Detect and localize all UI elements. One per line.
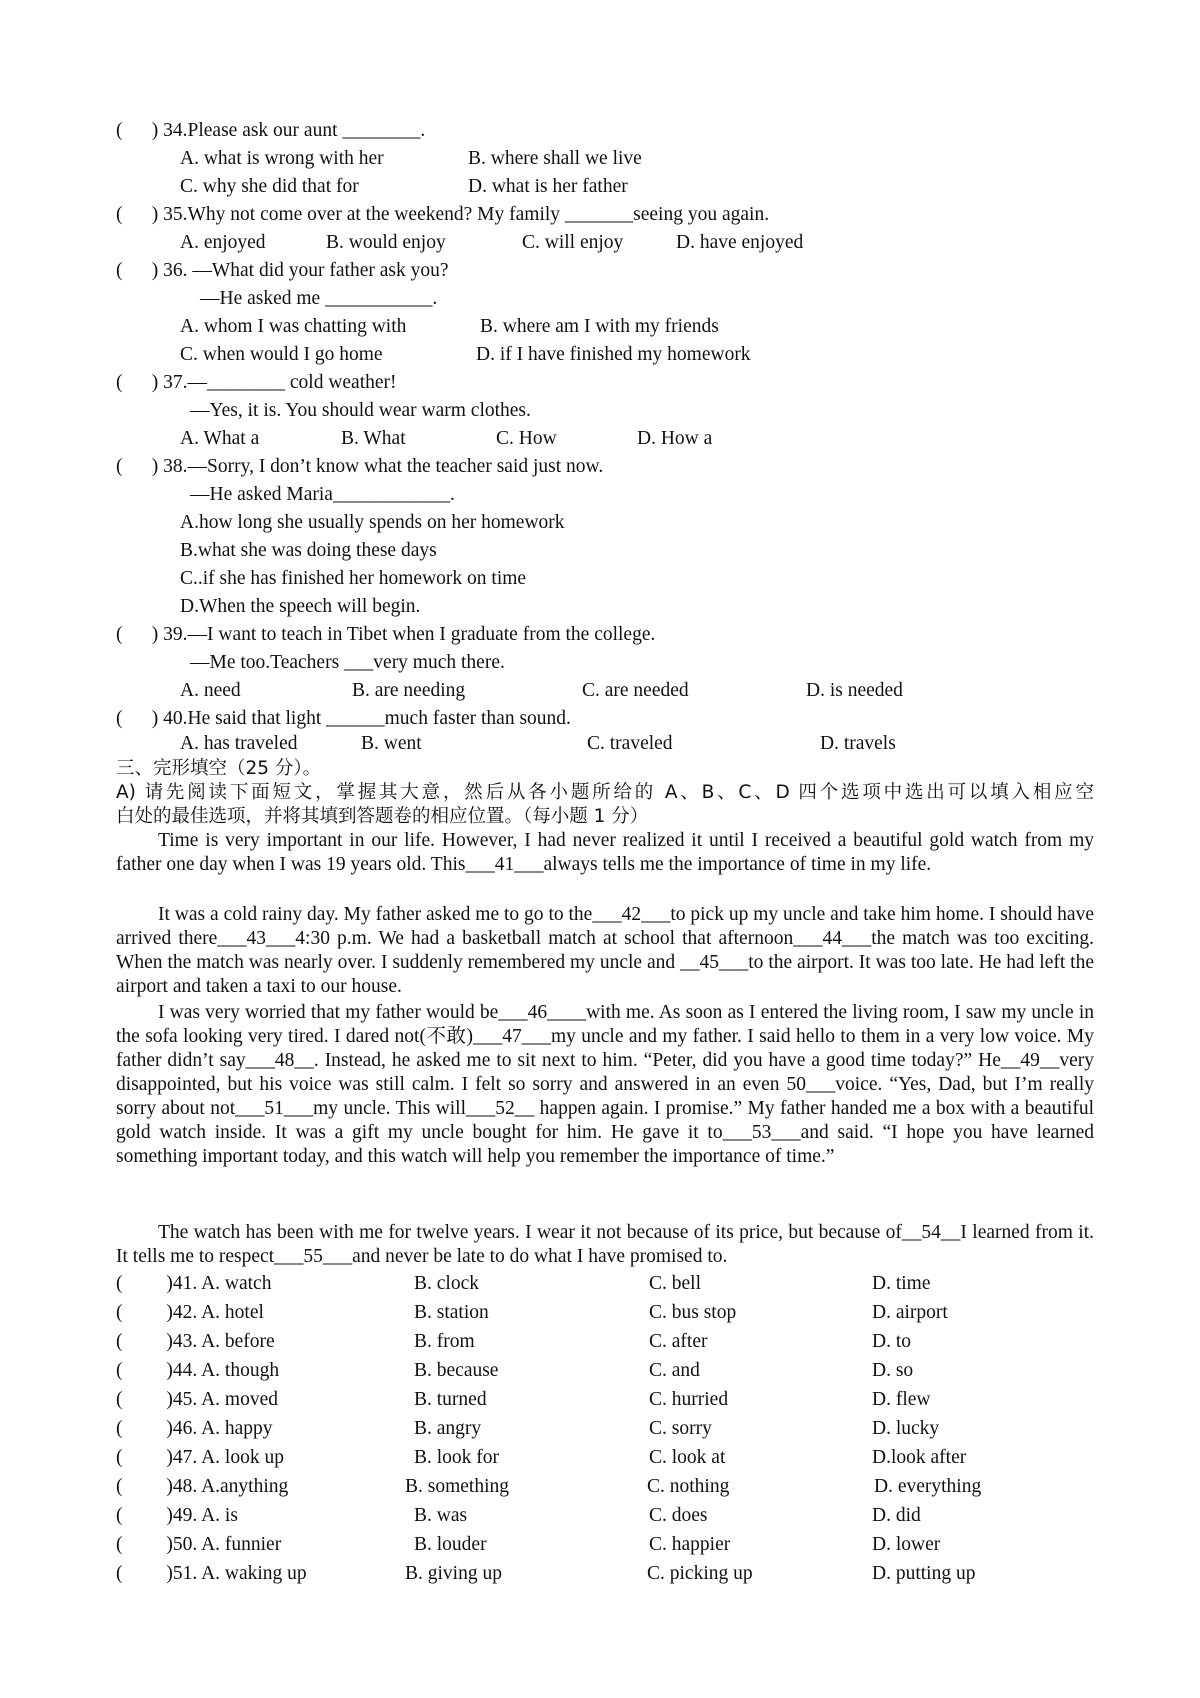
question-34: ( ) 34.Please ask our aunt ________. — [116, 120, 426, 141]
option-d: D. How a — [637, 428, 713, 449]
option-c: C. and — [649, 1360, 700, 1381]
option-b: B. look for — [414, 1447, 500, 1468]
option-c: C..if she has finished her homework on time — [180, 568, 527, 589]
question-number: 37 — [163, 372, 183, 393]
option-d: D.When the speech will begin. — [180, 596, 421, 617]
option-b: B. where am I with my friends — [480, 316, 719, 337]
cloze-question-43: ( )43. A. before — [116, 1331, 275, 1352]
question-stem: He said that light ______much faster than sound. — [187, 708, 571, 729]
option-c: C. will enjoy — [522, 232, 624, 253]
option-b: B. are needing — [352, 680, 466, 701]
cloze-question-44: ( )44. A. though — [116, 1360, 280, 1381]
passage-paragraph-2: It was a cold rainy day. My father asked me to go to the___42___to pick up my uncle and take him home. I should have arrived there___43___4:30 p.m. We had a basketball match at school that afternoon___44___the match was too exciting. When the match was nearly over. I suddenly remembered my uncle and __45___to the airport. It was too late. He had left the airport and taken a taxi to our house. — [116, 904, 1094, 997]
option-c: C. bus stop — [649, 1302, 737, 1323]
cloze-question-51: ( )51. A. waking up — [116, 1563, 307, 1584]
section-instruction: A) 请先阅读下面短文，掌握其大意，然后从各小题所给的 A、B、C、D 四个选项中选出可以填入相应空 — [116, 782, 1094, 803]
question-number: 34 — [163, 120, 183, 141]
question-38: ( ) 38.—Sorry, I don’t know what the teacher said just now. — [116, 456, 604, 477]
question-stem: —I want to teach in Tibet when I graduate from the college. — [187, 624, 656, 645]
option-b: B. louder — [414, 1534, 487, 1555]
option-b: B. because — [414, 1360, 499, 1381]
cloze-question-45: ( )45. A. moved — [116, 1389, 278, 1410]
option-c: C. after — [649, 1331, 708, 1352]
question-stem-2: —Me too.Teachers ___very much there. — [190, 652, 505, 673]
option-d: D. putting up — [872, 1563, 976, 1584]
question-40: ( ) 40.He said that light ______much faster than sound. — [116, 708, 571, 729]
option-c: C. picking up — [647, 1563, 753, 1584]
option-a: A.how long she usually spends on her homework — [180, 512, 565, 533]
question-stem: —________ cold weather! — [187, 372, 397, 393]
question-number: 36 — [163, 260, 183, 281]
option-d: D. airport — [872, 1302, 948, 1323]
cloze-question-42: ( )42. A. hotel — [116, 1302, 264, 1323]
question-stem: Please ask our aunt ________. — [187, 120, 426, 141]
option-c: C. traveled — [587, 733, 673, 754]
question-39: ( ) 39.—I want to teach in Tibet when I graduate from the college. — [116, 624, 656, 645]
option-a: A. need — [180, 680, 241, 701]
option-c: C. bell — [649, 1273, 701, 1294]
cloze-question-46: ( )46. A. happy — [116, 1418, 273, 1439]
option-a: A. whom I was chatting with — [180, 316, 407, 337]
passage-paragraph-4: The watch has been with me for twelve years. I wear it not because of its price, but because of__54__I learned from it. It tells me to respect___55___and never be late to do what I have promised to. — [116, 1222, 1094, 1267]
option-d: D. flew — [872, 1389, 931, 1410]
question-number: 40 — [163, 708, 183, 729]
option-b: B. What — [341, 428, 406, 449]
question-stem-2: —Yes, it is. You should wear warm clothes. — [190, 400, 531, 421]
option-c: C. why she did that for — [180, 176, 359, 197]
option-d: D. lucky — [872, 1418, 940, 1439]
option-d: D. time — [872, 1273, 931, 1294]
option-a: A. What a — [180, 428, 260, 449]
option-d: D. everything — [874, 1476, 982, 1497]
section-instruction-cont: 白处的最佳选项，并将其填到答题卷的相应位置。（每小题 1 分） — [116, 806, 649, 827]
option-c: C. does — [649, 1505, 708, 1526]
option-b: B. clock — [414, 1273, 479, 1294]
option-c: C. sorry — [649, 1418, 712, 1439]
option-d: D. have enjoyed — [676, 232, 804, 253]
option-d: D.look after — [872, 1447, 967, 1468]
option-d: D. is needed — [806, 680, 903, 701]
cloze-question-47: ( )47. A. look up — [116, 1447, 284, 1468]
question-stem: Why not come over at the weekend? My family _______seeing you again. — [187, 204, 770, 225]
option-b: B. was — [414, 1505, 468, 1526]
option-b: B. went — [361, 733, 422, 754]
question-stem-2: —He asked me ___________. — [200, 288, 438, 309]
option-c: C. when would I go home — [180, 344, 383, 365]
question-36: ( ) 36. —What did your father ask you? — [116, 260, 449, 281]
option-a: A. what is wrong with her — [180, 148, 384, 169]
passage-paragraph-1: Time is very important in our life. However, I had never realized it until I received a beautiful gold watch from my father one day when I was 19 years old. This___41___always tells me the importance of time in my life. — [116, 830, 1094, 875]
option-a: A. has traveled — [180, 733, 298, 754]
question-number: 35 — [163, 204, 183, 225]
question-stem: —Sorry, I don’t know what the teacher said just now. — [187, 456, 604, 477]
question-35: ( ) 35.Why not come over at the weekend? My family _______seeing you again. — [116, 204, 770, 225]
option-b: B. would enjoy — [326, 232, 446, 253]
cloze-question-50: ( )50. A. funnier — [116, 1534, 282, 1555]
option-b: B. station — [414, 1302, 489, 1323]
option-c: C. How — [496, 428, 557, 449]
option-b: B. something — [405, 1476, 510, 1497]
question-37: ( ) 37.—________ cold weather! — [116, 372, 397, 393]
question-number: 39 — [163, 624, 183, 645]
option-c: C. happier — [649, 1534, 731, 1555]
option-b: B.what she was doing these days — [180, 540, 437, 561]
cloze-question-49: ( )49. A. is — [116, 1505, 238, 1526]
option-b: B. giving up — [405, 1563, 502, 1584]
option-b: B. where shall we live — [468, 148, 642, 169]
option-d: D. travels — [820, 733, 896, 754]
option-c: C. hurried — [649, 1389, 729, 1410]
option-d: D. did — [872, 1505, 921, 1526]
cloze-question-41: ( )41. A. watch — [116, 1273, 272, 1294]
question-stem-2: —He asked Maria____________. — [190, 484, 455, 505]
option-c: C. nothing — [647, 1476, 730, 1497]
option-d: D. so — [872, 1360, 914, 1381]
option-d: D. if I have finished my homework — [476, 344, 751, 365]
option-d: D. to — [872, 1331, 911, 1352]
option-d: D. lower — [872, 1534, 941, 1555]
question-stem: —What did your father ask you? — [187, 260, 449, 281]
option-b: B. from — [414, 1331, 475, 1352]
option-a: A. enjoyed — [180, 232, 266, 253]
passage-paragraph-3: I was very worried that my father would be___46____with me. As soon as I entered the living room, I saw my uncle in the sofa looking very tired. I dared not(不敢)___47___my uncle and my father. I said hello to them in a very low voice. My father didn’t say___48__. Instead, he asked me to sit next to him. “Peter, did you have a good time today?” He__49__very disappointed, but his voice was still calm. I felt so sorry and answered in an even 50___voice. “Yes, Dad, but I’m really sorry about not___51___my uncle. This will___52__ happen again. I promise.” My father handed me a box with a beautiful gold watch inside. It was a gift my uncle bought for him. He gave it to___53___and said. “I hope you have learned something important today, and this watch will help you remember the importance of time.” — [116, 1002, 1094, 1167]
cloze-question-48: ( )48. A.anything — [116, 1476, 289, 1497]
option-b: B. angry — [414, 1418, 482, 1439]
option-d: D. what is her father — [468, 176, 628, 197]
option-b: B. turned — [414, 1389, 487, 1410]
question-number: 38 — [163, 456, 183, 477]
section-title: 三、完形填空（25 分）。 — [116, 758, 322, 779]
option-c: C. are needed — [582, 680, 689, 701]
option-c: C. look at — [649, 1447, 726, 1468]
